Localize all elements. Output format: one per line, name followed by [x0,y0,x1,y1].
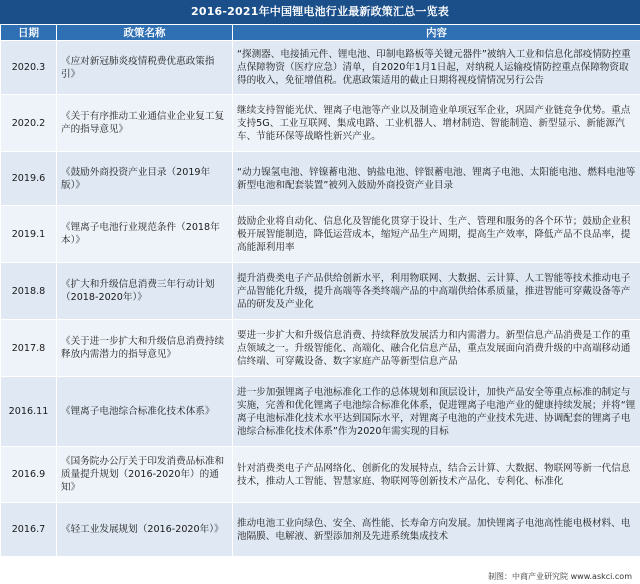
row-policy-name: 《锂离子电池综合标准化技术体系》 [57,377,233,447]
row-date: 2019.6 [1,152,57,206]
row-policy-name: 《轻工业发展规划（2016-2020年）》 [57,503,233,557]
row-content: 推动电池工业向绿色、安全、高性能、长寿命方向发展。加快锂离子电池高性能电极材料、电池隔膜、电解液、新型添加剂及先进系统集成技术 [233,503,640,557]
table-row [1,206,640,263]
table-row [1,320,640,377]
header-row [1,25,640,41]
row-policy-name: 《关于有序推动工业通信业企业复工复产的指导意见》 [57,95,233,152]
table-row [1,503,640,557]
policy-table [0,24,640,557]
row-date: 2020.3 [1,41,57,95]
row-content: “探测器、电接插元件、锂电池、印制电路板等关键元器件”被纳入工业和信息化部疫情防控重点保障物资（医疗应急）清单，自2020年1月1日起，对纳税人运输疫情防控重点保障物资取得的收入，免征增值税。优惠政策适用的截止日期将视疫情情况另行公告 [233,41,640,95]
row-policy-name: 《关于进一步扩大和升级信息消费持续释放内需潜力的指导意见》 [57,320,233,377]
table-row [1,41,640,95]
row-policy-name: 《应对新冠肺炎疫情税费优惠政策指引》 [57,41,233,95]
table-row [1,263,640,320]
col-header-date: 日期 [1,25,57,41]
row-content: 继续支持智能光伏、锂离子电池等产业以及制造业单项冠军企业，巩固产业链竞争优势。重点支持5G、工业互联网、集成电路、工业机器人、增材制造、智能制造、新型显示、新能源汽车、节能环保等战略性新兴产业。 [233,95,640,152]
table-title: 2016-2021年中国锂电池行业最新政策汇总一览表 [0,0,640,24]
row-policy-name: 《国务院办公厅关于印发消费品标准和质量提升规划（2016-2020年）的通知》 [57,447,233,503]
col-header-content: 内容 [233,25,640,41]
row-date: 2019.1 [1,206,57,263]
row-date: 2018.8 [1,263,57,320]
row-date: 2016.9 [1,447,57,503]
row-content: 针对消费类电子产品网络化、创新化的发展特点，结合云计算、大数据、物联网等新一代信息技术，推动人工智能、智慧家庭、物联网等创新技术产品化、专利化、标准化 [233,447,640,503]
table-row [1,152,640,206]
row-content: 进一步加强锂离子电池标准化工作的总体规划和顶层设计，加快产品安全等重点标准的制定与实施，完善和优化锂离子电池综合标准化体系，促进锂离子电池产业的健康持续发展；并将“锂离子电池标准化技术水平达到国际水平，对锂离子电池的产业技术先进、协调配套的锂离子电池综合标准化技术体系”作为2020年需实现的目标 [233,377,640,447]
row-content: “动力镍氢电池、锌镍蓄电池、钠盐电池、锌银蓄电池、锂离子电池、太阳能电池、燃料电池等新型电池和配套装置”被列入鼓励外商投资产业目录 [233,152,640,206]
row-content: 鼓励企业将自动化、信息化及智能化贯穿于设计、生产、管理和服务的各个环节；鼓励企业积极开展智能制造，降低运营成本，缩短产品生产周期，提高生产效率，降低产品不良品率，提高能源利用率 [233,206,640,263]
row-date: 2020.2 [1,95,57,152]
table-row [1,447,640,503]
row-date: 2016.11 [1,377,57,447]
row-content: 提升消费类电子产品供给创新水平，利用物联网、大数据、云计算、人工智能等技术推动电子产品智能化升级，提升高端等各类终端产品的中高端供给体系质量，推进智能可穿戴设备等产品的研发及产业化 [233,263,640,320]
source-credit: 制图：中商产业研究院 www.askci.com [488,572,632,581]
row-policy-name: 《扩大和升级信息消费三年行动计划（2018-2020年）》 [57,263,233,320]
col-header-name: 政策名称 [57,25,233,41]
row-policy-name: 《鼓励外商投资产业目录（2019年版）》 [57,152,233,206]
row-content: 要进一步扩大和升级信息消费、持续释放发展活力和内需潜力。新型信息产品消费是工作的重点领域之一。升级智能化、高端化、融合化信息产品，重点发展面向消费升级的中高端移动通信终端、可穿戴设备、数字家庭产品等新型信息产品 [233,320,640,377]
table-row [1,377,640,447]
row-date: 2016.7 [1,503,57,557]
row-date: 2017.8 [1,320,57,377]
row-policy-name: 《锂离子电池行业规范条件（2018年本）》 [57,206,233,263]
table-row [1,95,640,152]
